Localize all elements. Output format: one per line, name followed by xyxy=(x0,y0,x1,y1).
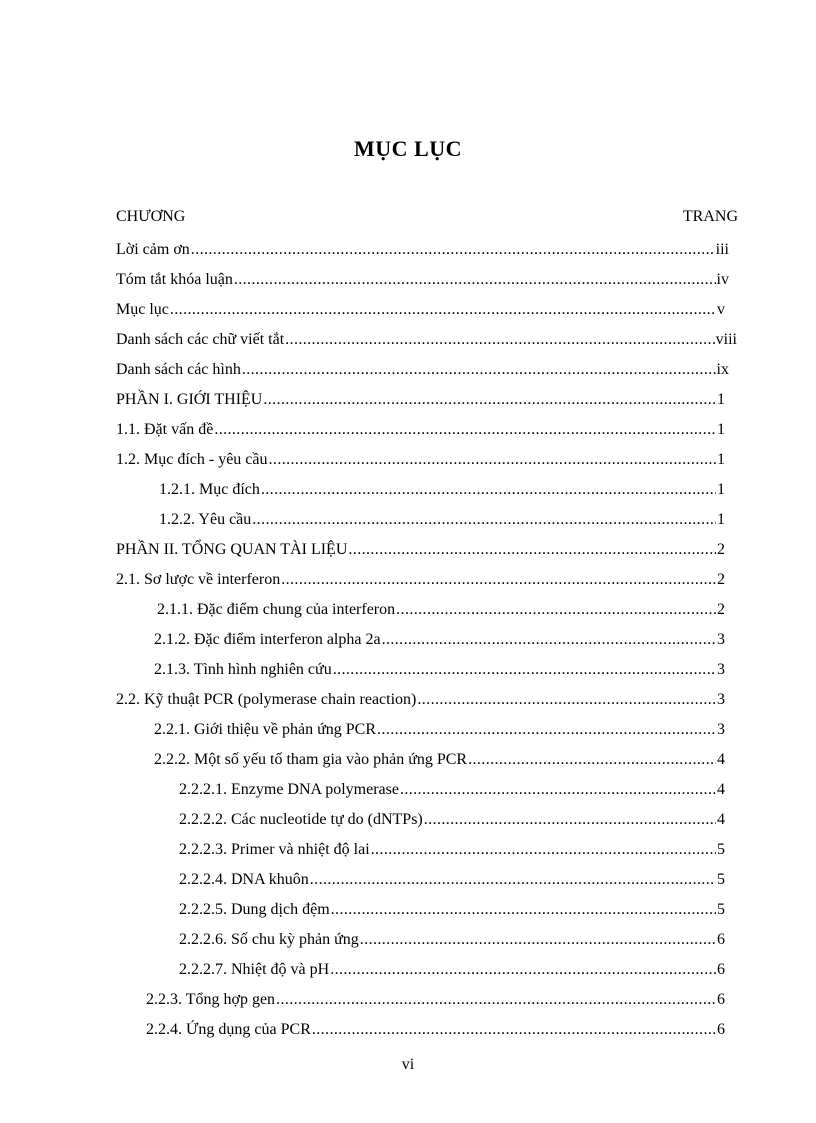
toc-entry-label: 2.2.1. Giới thiệu về phản ứng PCR xyxy=(154,721,377,738)
dot-leader xyxy=(424,808,716,832)
toc-entry-page: 3 xyxy=(717,661,725,678)
toc-entry-label: 2.2.2.6. Số chu kỳ phản ứng xyxy=(179,931,359,948)
toc-entry-label: 1.2.2. Yêu cầu xyxy=(159,511,252,528)
toc-entry-page: v xyxy=(717,301,725,318)
toc-entry-page: 5 xyxy=(717,871,725,888)
toc-entry-page: 5 xyxy=(717,841,725,858)
toc-entry-label: 2.2.3. Tổng hợp gen xyxy=(146,991,276,1008)
toc-entry[interactable] xyxy=(154,718,725,742)
toc-entry-label: 2.2.4. Ứng dụng của PCR xyxy=(146,1021,311,1038)
toc-entry-page: 2 xyxy=(717,601,725,618)
toc-entry-page: 6 xyxy=(717,961,725,978)
toc-entry[interactable] xyxy=(179,868,725,892)
toc-entry-label: Lời cảm ơn xyxy=(116,241,190,258)
toc-entry[interactable] xyxy=(116,388,725,412)
dot-leader xyxy=(333,658,716,682)
toc-entry-label: Mục lục xyxy=(116,301,169,318)
dot-leader xyxy=(330,958,716,982)
toc-entry[interactable] xyxy=(116,568,725,592)
dot-leader xyxy=(285,328,715,352)
dot-leader xyxy=(400,778,716,802)
toc-entry-label: PHẦN I. GIỚI THIỆU xyxy=(116,391,263,408)
toc-entry-page: 2 xyxy=(717,571,725,588)
toc-entry[interactable] xyxy=(116,268,729,292)
dot-leader xyxy=(170,298,716,322)
toc-entry[interactable] xyxy=(179,838,725,862)
dot-leader xyxy=(360,928,716,952)
toc-entry-page: 2 xyxy=(717,541,725,558)
chapter-column-header: CHƯƠNG xyxy=(116,208,186,225)
dot-leader xyxy=(382,628,716,652)
toc-entry[interactable] xyxy=(154,658,725,682)
page-number: vi xyxy=(401,1056,415,1073)
toc-entry-label: 2.1. Sơ lược về interferon xyxy=(116,571,281,588)
toc-entry-page: 1 xyxy=(717,451,725,468)
toc-entry[interactable] xyxy=(146,1018,725,1042)
toc-entry-label: 2.2.2.4. DNA khuôn xyxy=(179,871,309,888)
toc-entry-page: 3 xyxy=(717,631,725,648)
toc-entry[interactable] xyxy=(159,478,725,502)
toc-entry-page: 4 xyxy=(717,811,725,828)
toc-header xyxy=(116,208,738,226)
dot-leader xyxy=(234,268,716,292)
toc-entry-page: 1 xyxy=(717,511,725,528)
toc-entry-label: 2.2.2.7. Nhiệt độ và pH xyxy=(179,961,330,978)
toc-entry[interactable] xyxy=(116,238,729,262)
toc-entry-page: iii xyxy=(715,241,729,258)
toc-entry[interactable] xyxy=(154,748,725,772)
toc-entry[interactable] xyxy=(116,298,725,322)
dot-leader xyxy=(276,988,716,1012)
toc-entry-page: viii xyxy=(715,331,737,348)
toc-entry[interactable] xyxy=(146,988,725,1012)
toc-entry-label: 2.2.2.5. Dung dịch đệm xyxy=(179,901,330,918)
toc-entry-page: iv xyxy=(716,271,729,288)
toc-entry-label: 2.2. Kỹ thuật PCR (polymerase chain reaction) xyxy=(116,691,417,708)
toc-entry-page: 3 xyxy=(717,721,725,738)
dot-leader xyxy=(261,478,716,502)
toc-entry[interactable] xyxy=(154,628,725,652)
toc-entry-label: 2.2.2.2. Các nucleotide tự do (dNTPs) xyxy=(179,811,423,828)
toc-entry-label: 2.1.2. Đặc điểm interferon alpha 2a xyxy=(154,631,381,648)
dot-leader xyxy=(269,448,716,472)
toc-entry[interactable] xyxy=(116,538,725,562)
dot-leader xyxy=(468,748,716,772)
toc-entry-label: Danh sách các chữ viết tắt xyxy=(116,331,285,348)
toc-entry-label: 1.2.1. Mục đích xyxy=(159,481,260,498)
dot-leader xyxy=(371,838,716,862)
toc-entry[interactable] xyxy=(179,778,725,802)
toc-entry-label: PHẦN II. TỔNG QUAN TÀI LIỆU xyxy=(116,541,348,558)
toc-entry[interactable] xyxy=(179,928,725,952)
toc-entry[interactable] xyxy=(116,358,729,382)
toc-entry-page: 6 xyxy=(717,1021,725,1038)
toc-entry-page: 5 xyxy=(717,901,725,918)
toc-entry-page: 4 xyxy=(717,751,725,768)
toc-entry[interactable] xyxy=(116,448,725,472)
toc-entry-page: 1 xyxy=(717,391,725,408)
dot-leader xyxy=(281,568,716,592)
toc-entry-label: 2.2.2.3. Primer và nhiệt độ lai xyxy=(179,841,370,858)
toc-entry-label: 2.1.3. Tình hình nghiên cứu xyxy=(154,661,332,678)
page-column-header: TRANG xyxy=(682,208,738,225)
toc-entry-page: ix xyxy=(716,361,729,378)
toc-entry-page: 4 xyxy=(717,781,725,798)
dot-leader xyxy=(252,508,716,532)
toc-entry-label: 2.2.2. Một số yếu tố tham gia vào phản ứng PCR xyxy=(154,751,468,768)
dot-leader xyxy=(331,898,716,922)
toc-entry[interactable] xyxy=(159,508,725,532)
toc-entry-label: 2.1.1. Đặc điểm chung của interferon xyxy=(157,601,396,618)
dot-leader xyxy=(191,238,715,262)
toc-entry-label: 1.1. Đặt vấn đề xyxy=(116,421,214,438)
dot-leader xyxy=(348,538,716,562)
toc-entry[interactable] xyxy=(179,958,725,982)
toc-entry[interactable] xyxy=(179,808,725,832)
toc-entry-page: 1 xyxy=(717,481,725,498)
toc-entry-page: 1 xyxy=(717,421,725,438)
dot-leader xyxy=(417,688,716,712)
toc-entry[interactable] xyxy=(116,328,737,352)
toc-entry-label: Danh sách các hình xyxy=(116,361,241,378)
toc-entry-label: 1.2. Mục đích - yêu cầu xyxy=(116,451,268,468)
dot-leader xyxy=(312,1018,716,1042)
dot-leader xyxy=(263,388,716,412)
toc-entry[interactable] xyxy=(157,598,725,622)
toc-entry-label: 2.2.2.1. Enzyme DNA polymerase xyxy=(179,781,399,798)
dot-leader xyxy=(242,358,716,382)
toc-entry-page: 6 xyxy=(717,931,725,948)
toc-entry-page: 6 xyxy=(717,991,725,1008)
toc-entry-page: 3 xyxy=(717,691,725,708)
toc-entry[interactable] xyxy=(116,688,725,712)
toc-entry[interactable] xyxy=(179,898,725,922)
dot-leader xyxy=(377,718,716,742)
dot-leader xyxy=(310,868,716,892)
toc-entry[interactable] xyxy=(116,418,725,442)
dot-leader xyxy=(214,418,716,442)
dot-leader xyxy=(396,598,716,622)
toc-entry-label: Tóm tắt khóa luận xyxy=(116,271,233,288)
page-title: MỤC LỤC xyxy=(354,136,462,161)
